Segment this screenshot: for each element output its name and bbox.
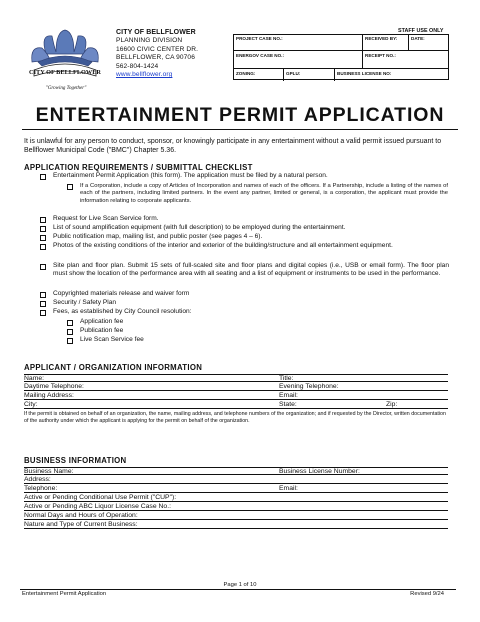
cup-field[interactable]: Active or Pending Conditional Use Permit ("CUP"):: [24, 494, 177, 501]
zoning-field[interactable]: ZONING:: [236, 71, 256, 76]
logo-text: CITY OF BELLFLOWER: [29, 69, 101, 76]
staff-use-label: STAFF USE ONLY: [398, 28, 444, 34]
evening-phone-field[interactable]: Evening Telephone:: [279, 383, 339, 390]
checkbox-application-fee[interactable]: [67, 320, 73, 326]
applicant-row-2: [24, 383, 448, 391]
intro-paragraph: It is unlawful for any person to conduct, sponsor, or knowingly participate in any entertainment without a valid permit issued pursuant to Bellflower Municipal Code ("BMC") Chapter 5.36.: [24, 138, 442, 154]
organization-note: If the permit is obtained on behalf of an organization, the name, mailing address, and telephone numbers of the organization; and if requested by the Director, written documentation of the authority under which the applicant is applying for the permit on behalf of the organization.: [24, 411, 446, 424]
business-address-field[interactable]: Address:: [24, 476, 51, 483]
fee-item: Live Scan Service fee: [80, 336, 144, 343]
business-row-5: [24, 503, 448, 511]
checklist-item: Copyrighted materials release and waiver form: [53, 290, 190, 297]
fee-item: Publication fee: [80, 327, 124, 334]
checklist-item: Public notification map, mailing list, and public poster (see pages 4 – 6).: [53, 233, 263, 240]
business-license-no-field[interactable]: BUSINESS LICENSE NO:: [337, 71, 392, 76]
address-block: [116, 29, 198, 79]
daytime-phone-field[interactable]: Daytime Telephone:: [24, 383, 84, 390]
project-case-no-field[interactable]: PROJECT CASE NO.:: [236, 36, 283, 41]
division-name: PLANNING DIVISION: [116, 37, 183, 45]
checklist-item: Fees, as established by City Council resolution:: [53, 308, 192, 315]
energov-case-no-field[interactable]: ENERGOV CASE NO.:: [236, 53, 284, 58]
page-number: Page 1 of 10: [223, 582, 257, 588]
checkbox-photos[interactable]: [40, 244, 46, 250]
footer-divider: [20, 589, 456, 590]
corporation-note: If a Corporation, include a copy of Articles of Incorporation and names of each of the officers. If a Partnership, include a listing of the names of each of the partners, including limited partners. In the event any partner, limited or general, is a corporation, the applicant must provide the information relating to corporate applicants.: [80, 183, 448, 204]
business-email-field[interactable]: Email:: [279, 485, 298, 492]
business-nature-field[interactable]: Nature and Type of Current Business:: [24, 521, 138, 528]
page-title: ENTERTAINMENT PERMIT APPLICATION: [35, 104, 445, 126]
checklist-item: List of sound amplification equipment (with full description) to be employed during the entertainment.: [53, 224, 346, 231]
checkbox-fees[interactable]: [40, 310, 46, 316]
business-license-number-field[interactable]: Business License Number:: [279, 468, 360, 475]
business-row-2: [24, 476, 448, 484]
street-address: 16600 CIVIC CENTER DR.: [116, 45, 199, 53]
checklist-item: Security / Safety Plan: [53, 299, 117, 306]
business-row-1: [24, 467, 448, 475]
applicant-row-3: [24, 392, 448, 400]
checklist-item: Photos of the existing conditions of the interior and exterior of the building/structure and all entertainment equipment.: [53, 242, 393, 249]
footer-revision: Revised 9/24: [410, 591, 444, 597]
abc-license-field[interactable]: Active or Pending ABC Liquor License Case No.:: [24, 503, 171, 510]
checklist-item: Entertainment Permit Application (this form). The application must be filed by a natural person.: [53, 172, 328, 179]
checkbox-site-plan[interactable]: [40, 264, 46, 270]
city-name: CITY OF BELLFLOWER: [116, 29, 196, 36]
title-field[interactable]: Title:: [279, 375, 294, 382]
received-by-field[interactable]: RECEIVED BY:: [365, 36, 398, 41]
checkbox-copyright-waiver[interactable]: [40, 292, 46, 298]
gplu-field[interactable]: GPLU:: [286, 71, 301, 76]
checkbox-public-notification[interactable]: [40, 235, 46, 241]
fee-item: Application fee: [80, 318, 124, 325]
website-link[interactable]: www.bellflower.org: [116, 71, 173, 79]
business-name-field[interactable]: Business Name:: [24, 468, 74, 475]
applicant-email-field[interactable]: Email:: [279, 392, 298, 399]
business-row-3: [24, 485, 448, 493]
checklist-item: Site plan and floor plan. Submit 15 sets of full-scaled site and floor plans and digital copies (i.e., USB or email form). The floor plan must show the location of the performance area with all seating and a list of equipment or instruments to be used in the performance.: [53, 262, 449, 278]
city-state-zip: BELLFLOWER, CA 90706: [116, 54, 195, 62]
zip-field[interactable]: Zip:: [386, 401, 398, 408]
title-divider: [22, 129, 458, 130]
applicant-row-1: [24, 374, 448, 382]
state-field[interactable]: State:: [279, 401, 297, 408]
checkbox-live-scan-fee[interactable]: [67, 338, 73, 344]
hours-field[interactable]: Normal Days and Hours of Operation:: [24, 512, 138, 519]
checkbox-corporation-docs[interactable]: [67, 184, 73, 190]
checkbox-live-scan[interactable]: [40, 217, 46, 223]
checkbox-publication-fee[interactable]: [67, 329, 73, 335]
receipt-no-field[interactable]: RECEIPT NO.:: [365, 53, 396, 58]
business-row-4: [24, 494, 448, 502]
business-heading: BUSINESS INFORMATION: [24, 456, 127, 465]
checkbox-security-plan[interactable]: [40, 301, 46, 307]
business-row-7: [24, 521, 448, 529]
staff-use-box: [233, 34, 449, 80]
phone-number: 562-804-1424: [116, 62, 159, 70]
staff-date-field[interactable]: DATE:: [411, 36, 425, 41]
business-row-6: [24, 512, 448, 520]
checkbox-application-form[interactable]: [40, 174, 46, 180]
business-telephone-field[interactable]: Telephone:: [24, 485, 58, 492]
checkbox-sound-equipment[interactable]: [40, 226, 46, 232]
checklist-heading: APPLICATION REQUIREMENTS / SUBMITTAL CHECKLIST: [24, 163, 253, 172]
applicant-heading: APPLICANT / ORGANIZATION INFORMATION: [24, 363, 203, 372]
footer-form-name: Entertainment Permit Application: [22, 591, 107, 597]
city-field[interactable]: City:: [24, 401, 38, 408]
applicant-row-4: [24, 401, 448, 409]
city-logo: [26, 28, 104, 86]
checklist-item: Request for Live Scan Service form.: [53, 215, 159, 222]
mailing-address-field[interactable]: Mailing Address:: [24, 392, 74, 399]
logo-tagline: "Growing Together": [45, 86, 87, 91]
name-field[interactable]: Name:: [24, 375, 45, 382]
